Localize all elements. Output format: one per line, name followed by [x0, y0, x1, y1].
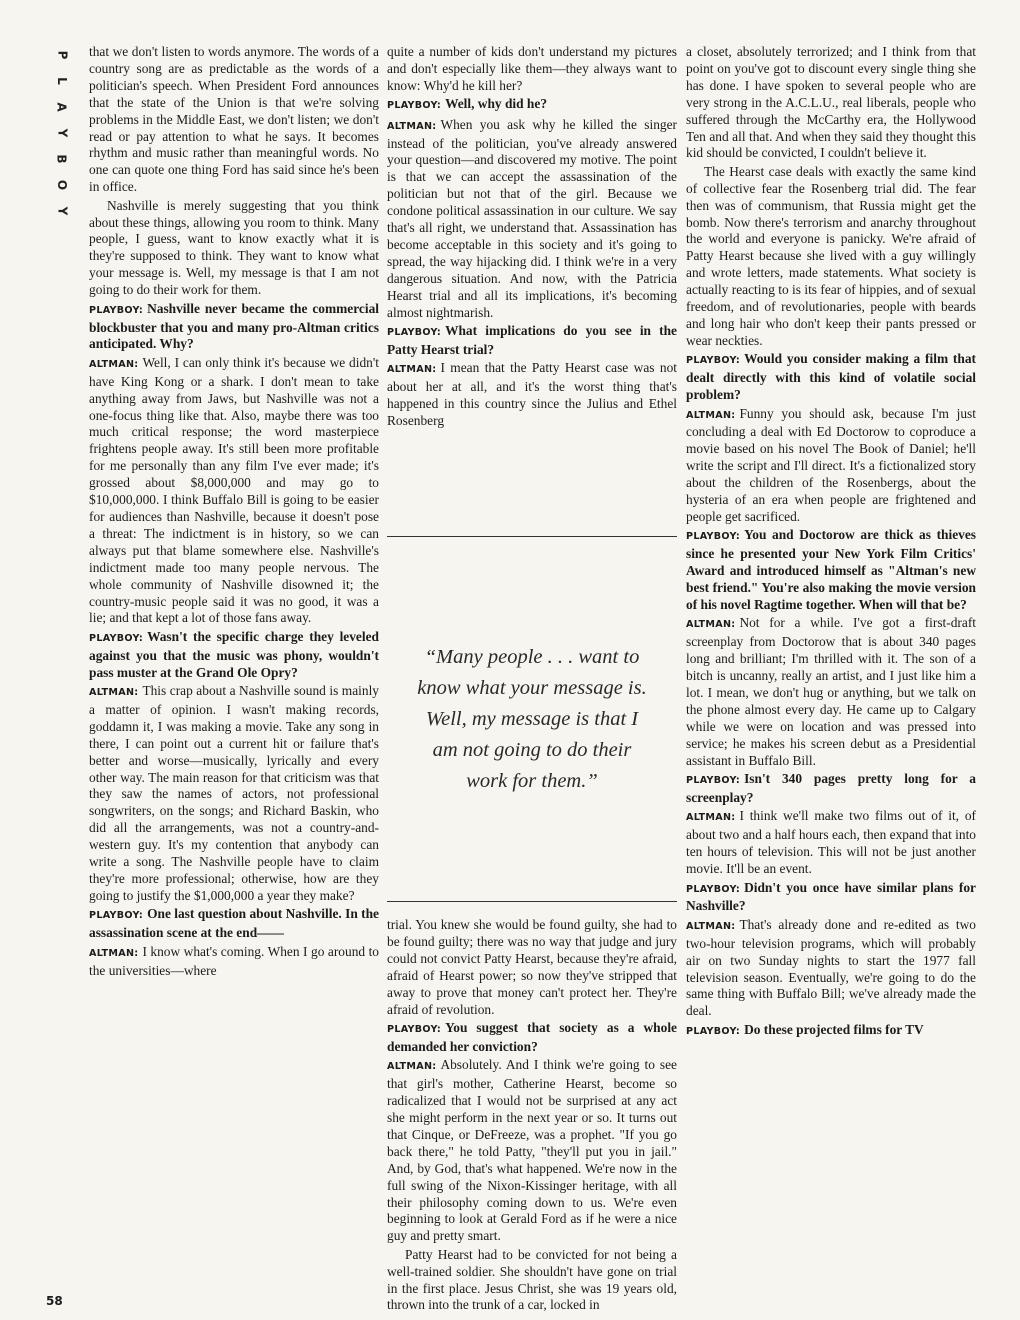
speaker-label: PLAYBOY:: [686, 531, 741, 543]
answer-text: This crap about a Nashville sound is mainly a matter of opinion. I wasn't making records, goddamn it, I was making a movie. Take any song in there, I can point out a current hit or failure that's better and worse—musically, lyrically and every other way. The main reason for that criticism was that they saw the names of actors, not professional songwriters, on the songs; and Richard Baskin, who did all the arrangements, was not a country-and-western guy. It's my contention that anybody can write a song. The Nashville people have to claim they're more professional; otherwise, how are they going to justify the $1,000,000 a year they make?: [89, 683, 379, 903]
answer: [686, 615, 976, 769]
question-text: Didn't you once have similar plans for Nashville?: [686, 879, 976, 914]
question: [686, 1022, 976, 1041]
question-text: Nashville never became the commercial blockbuster that you and many pro-Altman critics anticipated. Why?: [89, 300, 379, 352]
question-text: Isn't 340 pages pretty long for a screenplay?: [686, 771, 976, 805]
speaker-label: ALTMAN:: [89, 358, 139, 370]
masthead-letter: Y: [54, 206, 69, 216]
speaker-label: PLAYBOY:: [387, 327, 442, 338]
question: [89, 301, 379, 354]
question-text: Would you consider making a film that dealt directly with this kind of volatile social problem?: [686, 351, 976, 403]
question-text: You and Doctorow are thick as thieves since he presented your New York Film Critics' Award and introduced himself as "Altman's new best friend." You're also making the movie version of his novel Ragtime together. When will that be?: [686, 527, 976, 612]
masthead-letter: A: [54, 102, 69, 112]
speaker-label: ALTMAN:: [387, 1061, 437, 1073]
answer-text: Well, I can only think it's because we didn't have King Kong or a shark. I don't mean to take anything away from Jaws, but Nashville was not a one-focus thing like that. Also, maybe there was too much critical response; the word masterpiece frightens people away. It's still been more profitable for me personally than any film I've ever made; it's grossed about $8,000,000 and may go to $10,000,000. I think Buffalo Bill is going to be easier for audiences than Nashville, because it doesn't pose a threat: The indictment is in history, so we can always put that blame somewhere else. Nashville's indictment made too many people nervous. The whole community of Nashville disowned it; the country-music people said it was no good, it was a lie; and that kept a lot of those fans away.: [89, 354, 379, 626]
speaker-label: PLAYBOY:: [387, 100, 442, 112]
speaker-label: PLAYBOY:: [89, 304, 144, 316]
text-column-2-bottom: [387, 917, 677, 1313]
answer-text: When you ask why he killed the singer instead of the politician, you've already answered your question—and discovered my motive. The point is that we can accept the assassination of the politician but not that of the girl. Because we condone political assassination in our culture. We say that's all right, we understand that. Assassination has become acceptable in this society and it's going to spread, the way hijacking did. I think we're in a very dangerous situation. And now, with the Patricia Hearst trial and all its implications, it's becoming almost nightmarish.: [387, 116, 677, 320]
answer-text: I know what's coming. When I go around to the universities—where: [89, 943, 379, 978]
answer-text: I think we'll make two films out of it, of about two and a half hours each, then expand that into ten hours of television. This will not be just another movie. It'll be an event.: [686, 808, 976, 877]
answer: [89, 683, 379, 905]
speaker-label: PLAYBOY:: [89, 910, 144, 922]
answer: [89, 355, 379, 628]
question: [387, 1020, 677, 1056]
question: [89, 906, 379, 942]
speaker-label: PLAYBOY:: [686, 775, 741, 787]
question: [686, 880, 976, 916]
answer: [387, 117, 677, 322]
question: [387, 96, 677, 115]
answer-text: That's already done and re-edited as two two-hour television programs, which will probably air on two Sunday nights to start the 1977 fall television season. Eventually, we're going to do the same thing with Buffalo Bill; we've already made the deal.: [686, 916, 976, 1019]
paragraph: that we don't listen to words anymore. The words of a country song are as predictable as the words of a politician's speech. When President Ford announces that the state of the Union is that we're solving problems in the Middle East, we don't listen; we don't read or pay attention to what he says. It becomes rhythm and music rather than meaningful words. No one can quote one thing Ford has said since he's been in office.: [89, 44, 379, 195]
speaker-label: ALTMAN:: [686, 409, 736, 421]
paragraph: Patty Hearst had to be convicted for not being a well-trained soldier. She shouldn't have gone on trial in the first place. Jesus Christ, she was 19 years old, thrown into the trunk of a car, locked in: [387, 1246, 677, 1313]
question-text: Do these projected films for TV: [744, 1021, 924, 1037]
text-column-1: [89, 44, 379, 1300]
speaker-label: PLAYBOY:: [686, 883, 741, 895]
answer-text: Funny you should ask, because I'm just concluding a deal with Ed Doctorow to coproduce a movie based on his novel The Book of Daniel; he'll write the script and I'll direct. It's a fictionalized story about the children of the Rosenbergs, about the hysteria of an era when people are frightened and people get sacrificed.: [686, 405, 976, 524]
text-column-3: [686, 44, 976, 1300]
speaker-label: PLAYBOY:: [89, 632, 144, 644]
text-column-2-top: [387, 44, 677, 530]
masthead-letter: L: [55, 77, 69, 85]
answer: [387, 1057, 677, 1245]
page-number: 58: [46, 1294, 63, 1308]
paragraph: a closet, absolutely terrorized; and I think from that point on you've got to discount every single thing she has done. I have spoken to several people who are very strong in the A.C.L.U., real liberals, people who suffered through the McCarthy era, the Hollywood Ten and all that. And when they said they thought this kid should be convicted, I couldn't believe it.: [686, 44, 976, 161]
question: [387, 323, 677, 359]
answer: [686, 917, 976, 1020]
answer-text: Absolutely. And I think we're going to see that girl's mother, Catherine Hearst, become so radicalized that I would not be surprised at any act she might perform in the next year or so. It turns out that Cinque, or DeFreeze, was a prophet. "If you go back there," he told Patty, "they'll put you in jail." And, by God, that's what happened. We're now in the full swing of the Nixon-Kissinger heritage, with all their philosophy coming down to us. We're even beginning to look at Gerald Ford as if he were a nice guy and pretty smart.: [387, 1057, 677, 1244]
question: [686, 351, 976, 404]
question: [686, 771, 976, 807]
pull-quote-box: [387, 536, 677, 902]
question: [89, 629, 379, 682]
speaker-label: ALTMAN:: [387, 120, 437, 132]
paragraph: The Hearst case deals with exactly the same kind of collective fear the Rosenberg trial did. The fear then was of communism, that Russia might get the bomb. Now there's terrorism and anarchy throughout the world and everyone is panicky. We're afraid of Patty Hearst because she lived with a guy willingly and wrote letters, made statements. What society is actually reacting to is its fear of hippies, and of sexual freedom, and of revolutionaries, people with beards and long hair who don't keep their pants pressed or wear neckties.: [686, 163, 976, 348]
pull-quote: “Many people . . . want to know what your message is. Well, my message is that I am not going to do their work for them.”: [417, 645, 647, 792]
speaker-label: PLAYBOY:: [686, 1025, 741, 1037]
speaker-label: ALTMAN:: [686, 619, 736, 631]
speaker-label: ALTMAN:: [89, 947, 139, 959]
masthead-letter: Y: [54, 128, 69, 138]
speaker-label: ALTMAN:: [387, 364, 437, 376]
question-text: What implications do you see in the Patty Hearst trial?: [387, 323, 677, 357]
masthead-letter: B: [55, 154, 69, 164]
speaker-label: ALTMAN:: [686, 920, 736, 932]
question-text: You suggest that society as a whole demanded her conviction?: [387, 1019, 677, 1054]
masthead-letter: O: [54, 179, 69, 191]
answer: [89, 944, 379, 980]
speaker-label: ALTMAN:: [686, 812, 736, 824]
paragraph: quite a number of kids don't understand my pictures and don't especially like them—they always want to know: Why'd he kill her?: [387, 44, 677, 93]
speaker-label: ALTMAN:: [89, 687, 139, 699]
paragraph: Nashville is merely suggesting that you think about these things, allowing you room to think. Many people, I guess, want to know exactly what it is they're supposed to think. They want to know what your message is. Well, my message is that I am not going to do their work for them.: [89, 197, 379, 298]
answer: [686, 406, 976, 526]
magazine-masthead: [48, 42, 76, 224]
answer-text: Not for a while. I've got a first-draft screenplay from Doctorow that is about 340 pages long and brilliant; I'm thrilled with it. The son of a bitch is uncanny, really an artist, and I just like him a lot. I mean, we don't hug or anything, but we talk on the phone almost every day. He came up to Calgary while we were on location and was pressed into service; he makes his screen debut as a Presidential assistant in Buffalo Bill.: [686, 615, 976, 768]
speaker-label: PLAYBOY:: [387, 1023, 442, 1035]
paragraph: trial. You knew she would be found guilty, she had to be found guilty; there was no way that judge and jury could not convict Patty Hearst, because they're afraid, afraid of Hearst power; so now they've stripped that away to prove that money can't protect her. They're afraid of revolution.: [387, 917, 677, 1017]
question: [686, 527, 976, 614]
question-text: One last question about Nashville. In the assassination scene at the end——: [89, 906, 379, 941]
question-text: Wasn't the specific charge they leveled against you that the music was phony, wouldn't pass muster at the Grand Ole Opry?: [89, 628, 379, 680]
answer: [387, 360, 677, 430]
answer-text: I mean that the Patty Hearst case was not about her at all, and it's the worst thing that's happened in this country since the Julius and Ethel Rosenberg: [387, 360, 677, 429]
masthead-letter: P: [54, 50, 69, 60]
question-text: Well, why did he?: [445, 96, 548, 112]
speaker-label: PLAYBOY:: [686, 355, 741, 367]
answer: [686, 808, 976, 878]
